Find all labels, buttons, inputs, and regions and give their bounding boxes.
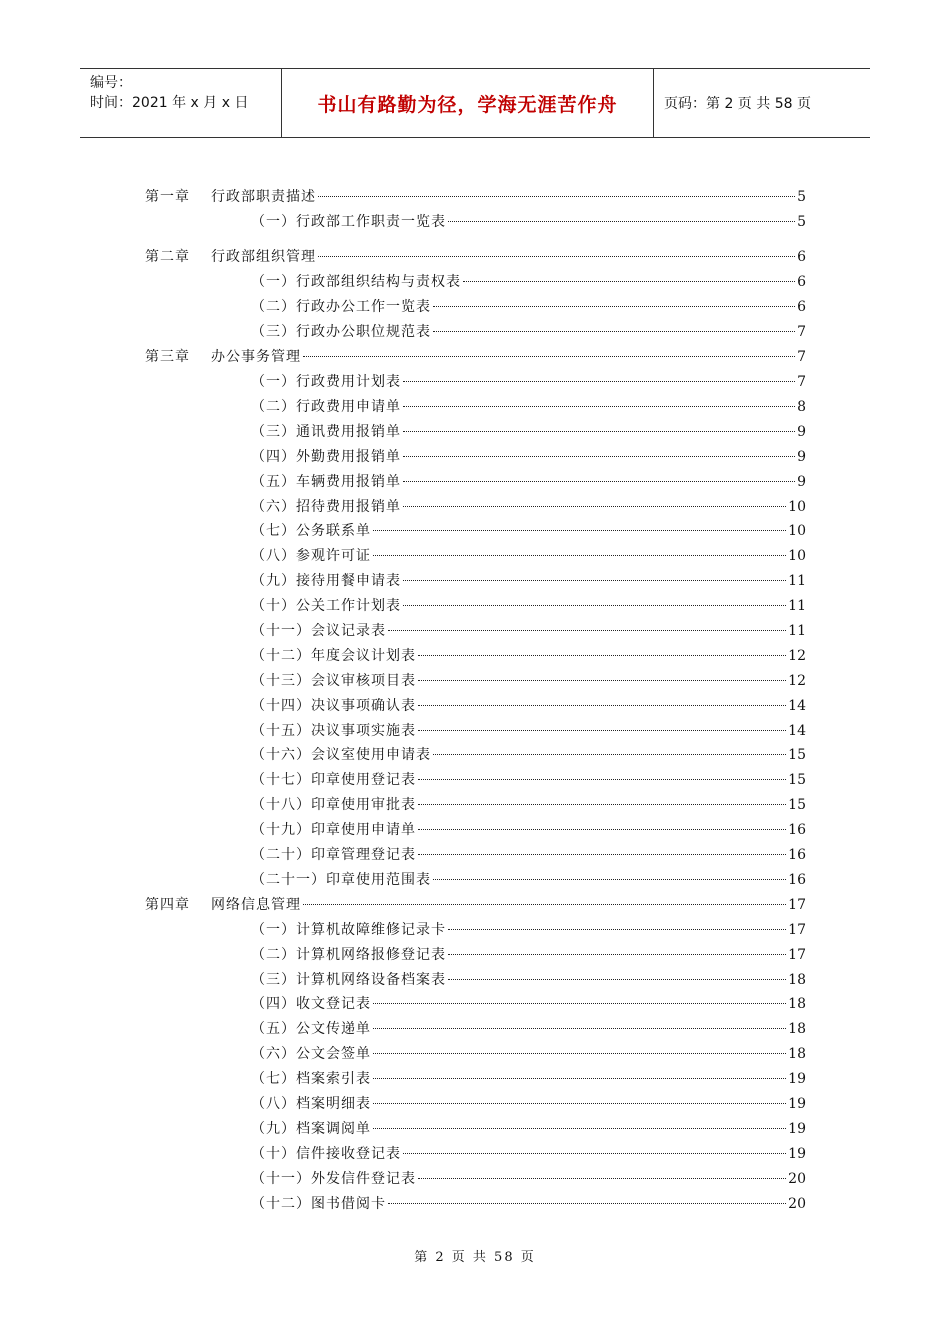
header-motto: 书山有路勤为径，学海无涯苦作舟	[282, 69, 654, 137]
toc-section-entry[interactable]	[251, 671, 806, 691]
toc-section-entry[interactable]	[251, 1194, 806, 1214]
toc-dot-leader	[418, 1178, 786, 1179]
toc-page-number: 17	[788, 897, 806, 913]
toc-page-number: 14	[788, 698, 806, 714]
toc-chapter-number: 第四章	[145, 897, 190, 913]
toc-section-entry[interactable]	[251, 920, 806, 940]
toc-entry-label: （二）计算机网络报修登记表	[251, 947, 446, 963]
toc-section-entry[interactable]	[251, 1044, 806, 1064]
toc-dot-leader	[448, 979, 786, 980]
toc-section-entry[interactable]	[251, 521, 806, 541]
toc-page-number: 6	[797, 274, 806, 290]
toc-entry-label: （十九）印章使用申请单	[251, 822, 416, 838]
toc-chapter-number: 第三章	[145, 349, 190, 365]
toc-dot-leader	[373, 1078, 786, 1079]
toc-chapter-number: 第一章	[145, 189, 190, 205]
toc-dot-leader	[418, 705, 786, 706]
toc-dot-leader	[418, 804, 786, 805]
toc-dot-leader	[403, 406, 795, 407]
toc-entry-label: （十八）印章使用审批表	[251, 797, 416, 813]
toc-entry-label: （四）外勤费用报销单	[251, 449, 401, 465]
toc-dot-leader	[373, 1028, 786, 1029]
toc-entry-label: （三）计算机网络设备档案表	[251, 972, 446, 988]
toc-dot-leader	[403, 506, 786, 507]
header-meta	[80, 69, 282, 137]
toc-section-entry[interactable]	[251, 497, 806, 517]
toc-page-number: 8	[797, 399, 806, 415]
toc-entry-label: （八）参观许可证	[251, 548, 371, 564]
toc-dot-leader	[403, 481, 795, 482]
toc-entry-label: （十七）印章使用登记表	[251, 772, 416, 788]
toc-entry-label: （十五）决议事项实施表	[251, 723, 416, 739]
toc-section-entry[interactable]	[251, 721, 806, 741]
toc-entry-label: （二十）印章管理登记表	[251, 847, 416, 863]
toc-page-number: 16	[788, 822, 806, 838]
toc-dot-leader	[403, 1153, 786, 1154]
toc-section-entry[interactable]	[251, 770, 806, 790]
toc-section-entry[interactable]	[251, 621, 806, 641]
toc-entry-label: 办公事务管理	[211, 349, 301, 365]
toc-entry-label: （五）车辆费用报销单	[251, 474, 401, 490]
toc-dot-leader	[303, 356, 795, 357]
toc-section-entry[interactable]	[251, 1119, 806, 1139]
toc-page-number: 14	[788, 723, 806, 739]
toc-section-entry[interactable]	[251, 447, 806, 467]
toc-dot-leader	[448, 954, 786, 955]
toc-entry-label: （一）行政费用计划表	[251, 374, 401, 390]
toc-section-entry[interactable]	[251, 297, 806, 317]
toc-chapter-number: 第二章	[145, 249, 190, 265]
toc-entry-label: （二十一）印章使用范围表	[251, 872, 431, 888]
toc-page-number: 11	[788, 573, 806, 589]
toc-page-number: 17	[788, 922, 806, 938]
toc-page-number: 20	[788, 1196, 806, 1212]
toc-entry-label: （十三）会议审核项目表	[251, 673, 416, 689]
toc-entry-label: （九）档案调阅单	[251, 1121, 371, 1137]
toc-page-number: 20	[788, 1171, 806, 1187]
toc-dot-leader	[433, 331, 795, 332]
toc-entry-label: （一）行政部工作职责一览表	[251, 214, 446, 230]
toc-entry-label: （十）公关工作计划表	[251, 598, 401, 614]
toc-dot-leader	[373, 1128, 786, 1129]
toc-page-number: 10	[788, 523, 806, 539]
toc-page-number: 9	[797, 424, 806, 440]
toc-entry-label: （十四）决议事项确认表	[251, 698, 416, 714]
toc-entry-label: 行政部职责描述	[211, 189, 316, 205]
toc-page-number: 9	[797, 449, 806, 465]
toc-page-number: 7	[797, 349, 806, 365]
toc-page-number: 19	[788, 1146, 806, 1162]
toc-entry-label: （二）行政费用申请单	[251, 399, 401, 415]
toc-dot-leader	[373, 555, 786, 556]
toc-entry-label: （七）档案索引表	[251, 1071, 371, 1087]
toc-section-entry[interactable]	[251, 546, 806, 566]
toc-dot-leader	[418, 655, 786, 656]
toc-page-number: 10	[788, 548, 806, 564]
toc-page-number: 12	[788, 673, 806, 689]
toc-entry-label: （十一）外发信件登记表	[251, 1171, 416, 1187]
toc-dot-leader	[403, 381, 795, 382]
toc-page-number: 7	[797, 324, 806, 340]
toc-page-number: 11	[788, 598, 806, 614]
toc-dot-leader	[418, 829, 786, 830]
toc-chapter-entry[interactable]	[145, 247, 806, 267]
toc-section-entry[interactable]	[251, 696, 806, 716]
toc-entry-label: （十二）图书借阅卡	[251, 1196, 386, 1212]
toc-section-entry[interactable]	[251, 845, 806, 865]
toc-entry-label: （十二）年度会议计划表	[251, 648, 416, 664]
toc-entry-label: （三）通讯费用报销单	[251, 424, 401, 440]
toc-entry-label: 网络信息管理	[211, 897, 301, 913]
toc-section-entry[interactable]	[251, 372, 806, 392]
toc-dot-leader	[418, 680, 786, 681]
toc-entry-label: （五）公文传递单	[251, 1021, 371, 1037]
toc-entry-label: （十）信件接收登记表	[251, 1146, 401, 1162]
toc-entry-label: （十六）会议室使用申请表	[251, 747, 431, 763]
page-footer: 第 2 页 共 58 页	[414, 1250, 536, 1265]
document-time-label: 时间：2021 年 x 月 x 日	[90, 95, 249, 111]
toc-dot-leader	[433, 879, 786, 880]
toc-section-entry[interactable]	[251, 646, 806, 666]
toc-dot-leader	[373, 1103, 786, 1104]
toc-page-number: 5	[797, 214, 806, 230]
toc-section-entry[interactable]	[251, 571, 806, 591]
toc-entry-label: （三）行政办公职位规范表	[251, 324, 431, 340]
toc-page-number: 19	[788, 1096, 806, 1112]
toc-section-entry[interactable]	[251, 272, 806, 292]
toc-dot-leader	[448, 221, 795, 222]
toc-dot-leader	[433, 754, 786, 755]
toc-page-number: 19	[788, 1071, 806, 1087]
toc-dot-leader	[433, 306, 795, 307]
toc-dot-leader	[448, 929, 786, 930]
toc-section-entry[interactable]	[251, 820, 806, 840]
toc-entry-label: （八）档案明细表	[251, 1096, 371, 1112]
toc-section-entry[interactable]	[251, 970, 806, 990]
toc-page-number: 15	[788, 797, 806, 813]
toc-dot-leader	[318, 256, 795, 257]
toc-dot-leader	[373, 530, 786, 531]
toc-page-number: 7	[797, 374, 806, 390]
toc-page-number: 11	[788, 623, 806, 639]
toc-dot-leader	[403, 580, 786, 581]
toc-dot-leader	[403, 605, 786, 606]
toc-entry-label: （四）收文登记表	[251, 996, 371, 1012]
toc-section-entry[interactable]	[251, 1069, 806, 1089]
toc-page-number: 12	[788, 648, 806, 664]
toc-dot-leader	[418, 730, 786, 731]
toc-page-number: 18	[788, 996, 806, 1012]
toc-page-number: 18	[788, 972, 806, 988]
toc-dot-leader	[318, 196, 795, 197]
toc-dot-leader	[463, 281, 795, 282]
toc-entry-label: （一）行政部组织结构与责权表	[251, 274, 461, 290]
toc-chapter-entry[interactable]	[145, 187, 806, 207]
toc-dot-leader	[418, 854, 786, 855]
toc-section-entry[interactable]	[251, 422, 806, 442]
toc-page-number: 16	[788, 847, 806, 863]
toc-section-entry[interactable]	[251, 994, 806, 1014]
toc-page-number: 18	[788, 1021, 806, 1037]
toc-page-number: 5	[797, 189, 806, 205]
toc-section-entry[interactable]	[251, 945, 806, 965]
toc-chapter-entry[interactable]	[145, 895, 806, 915]
toc-entry-label: （九）接待用餐申请表	[251, 573, 401, 589]
toc-dot-leader	[388, 630, 786, 631]
toc-section-entry[interactable]	[251, 1019, 806, 1039]
toc-dot-leader	[373, 1053, 786, 1054]
document-number-label: 编号：	[90, 75, 132, 91]
toc-section-entry[interactable]	[251, 212, 806, 232]
toc-dot-leader	[373, 1003, 786, 1004]
toc-entry-label: （十一）会议记录表	[251, 623, 386, 639]
toc-entry-label: （七）公务联系单	[251, 523, 371, 539]
toc-section-entry[interactable]	[251, 1169, 806, 1189]
toc-section-entry[interactable]	[251, 397, 806, 417]
toc-page-number: 6	[797, 249, 806, 265]
toc-section-entry[interactable]	[251, 795, 806, 815]
toc-page-number: 6	[797, 299, 806, 315]
toc-dot-leader	[388, 1203, 786, 1204]
header-page-info: 页码：第 2 页 共 58 页	[664, 96, 811, 112]
toc-entry-label: （一）计算机故障维修记录卡	[251, 922, 446, 938]
toc-dot-leader	[418, 779, 786, 780]
toc-dot-leader	[403, 431, 795, 432]
toc-page-number: 15	[788, 772, 806, 788]
toc-dot-leader	[303, 904, 786, 905]
toc-section-entry[interactable]	[251, 745, 806, 765]
toc-section-entry[interactable]	[251, 1094, 806, 1114]
toc-section-entry[interactable]	[251, 870, 806, 890]
toc-page-number: 15	[788, 747, 806, 763]
toc-entry-label: （六）公文会签单	[251, 1046, 371, 1062]
toc-entry-label: 行政部组织管理	[211, 249, 316, 265]
toc-page-number: 18	[788, 1046, 806, 1062]
page-header	[80, 68, 870, 138]
toc-chapter-entry[interactable]	[145, 347, 806, 367]
toc-page-number: 17	[788, 947, 806, 963]
toc-page-number: 10	[788, 499, 806, 515]
toc-dot-leader	[403, 456, 795, 457]
toc-section-entry[interactable]	[251, 322, 806, 342]
toc-entry-label: （六）招待费用报销单	[251, 499, 401, 515]
toc-section-entry[interactable]	[251, 1144, 806, 1164]
toc-page-number: 9	[797, 474, 806, 490]
toc-page-number: 16	[788, 872, 806, 888]
toc-section-entry[interactable]	[251, 596, 806, 616]
toc-section-entry[interactable]	[251, 472, 806, 492]
toc-entry-label: （二）行政办公工作一览表	[251, 299, 431, 315]
toc-page-number: 19	[788, 1121, 806, 1137]
